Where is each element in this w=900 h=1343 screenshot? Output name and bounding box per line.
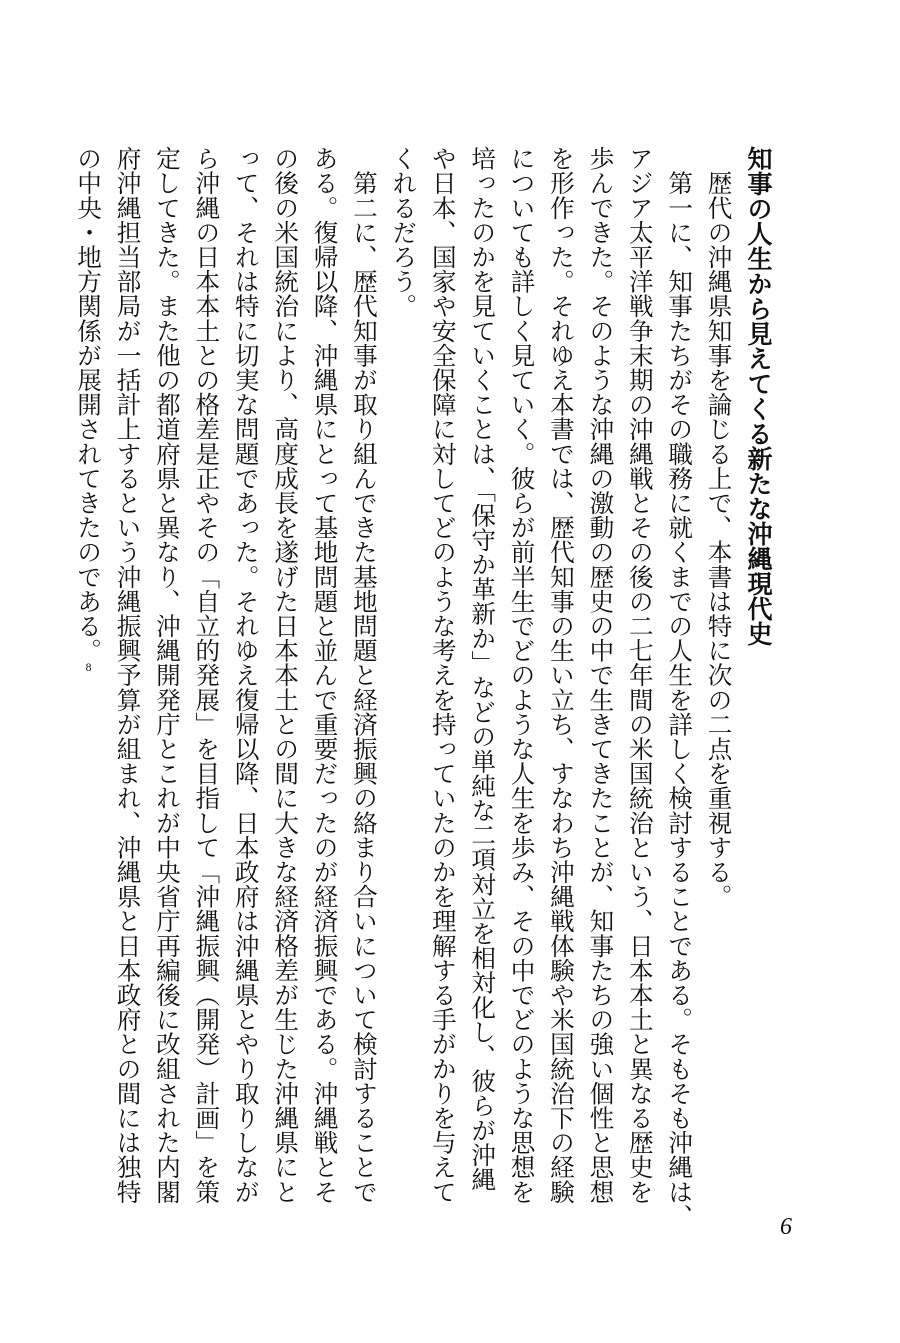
- text-line: 第二に、歴代知事が取り組んできた基地問題と経済振興の絡まり合いについて検討することで: [349, 146, 379, 1204]
- text-line: を形作った。それゆえ本書では、歴代知事の生い立ち、すなわち沖縄戦体験や米国統治下の経験: [546, 146, 576, 1204]
- text-line: アジア太平洋戦争末期の沖縄戦とその後の二七年間の米国統治という、日本本土と異なる歴史を: [625, 146, 655, 1204]
- vertical-text-body: [69, 146, 778, 1229]
- text-line: 培ったのかを見ていくことは、「保守か革新か」などの単純な二項対立を相対化し、彼らが沖縄: [468, 146, 498, 1192]
- text-line-last: [69, 146, 108, 1196]
- text-line: 歴代の沖縄県知事を論じる上で、本書は特に次の二点を重視する。: [704, 146, 734, 909]
- text-line: ある。復帰以降、沖縄県にとって基地問題と並んで重要だったのが経済振興である。沖縄戦とそ: [310, 146, 340, 1204]
- text-line-content: の中央・地方関係が展開されてきたのである。: [74, 146, 104, 663]
- text-line: の後の米国統治により、高度成長を遂げた日本本土との間に大きな経済格差が生じた沖縄県にと: [271, 146, 301, 1204]
- text-line: や日本、国家や安全保障に対してどのような考えを持っていたのかを理解する手がかりを与えて: [428, 146, 458, 1204]
- text-line: 府沖縄担当部局が一括計上するという沖縄振興予算が組まれ、沖縄県と日本政府との間には独特: [113, 146, 143, 1204]
- text-line: ら沖縄の日本本土との格差是正やその「自立的発展」を目指して「沖縄振興（開発）計画」を策: [192, 146, 222, 1204]
- section-heading: 知事の人生から見えてくる新たな沖縄現代史: [744, 146, 773, 646]
- text-line: くれるだろう。: [389, 146, 419, 319]
- text-line: 歩んできた。そのような沖縄の激動の歴史の中で生きてきたことが、知事たちの強い個性と思想: [586, 146, 616, 1204]
- text-line: って、それは特に切実な問題であった。それゆえ復帰以降、日本政府は沖縄県とやり取りしなが: [231, 146, 261, 1204]
- page-number: 6: [780, 1214, 792, 1240]
- text-line: 第一に、知事たちがその職務に就くまでの人生を詳しく検討することである。そもそも沖縄は、: [665, 146, 695, 1229]
- footnote-marker: 8: [83, 662, 95, 674]
- text-line: 定してきた。また他の都道府県と異なり、沖縄開発庁とこれが中央省庁再編後に改組された内閣: [152, 146, 182, 1204]
- text-line: についても詳しく見ていく。彼らが前半生でどのような人生を歩み、その中でどのような思想を: [507, 146, 537, 1204]
